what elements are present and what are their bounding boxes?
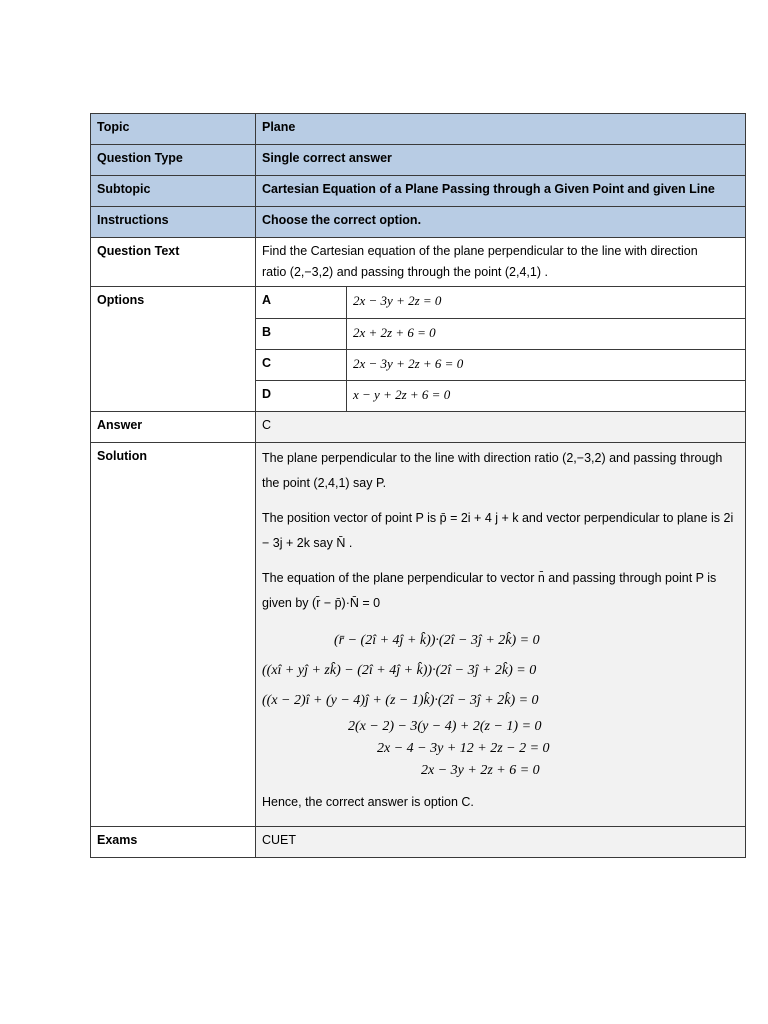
question-text-row [91,238,746,287]
option-d-letter: D [256,380,347,411]
solution-equation-2: ((xî + yĵ + zk̂) − (2î + 4ĵ + k̂))·(2î − 3ĵ + 2k̂) = 0 [262,663,537,678]
solution-equation-5: 2x − 4 − 3y + 12 + 2z − 2 = 0 [377,741,550,756]
option-row-b [256,318,745,349]
question-text-line1: Find the Cartesian equation of the plane perpendicular to the line with direction [262,244,698,258]
solution-paragraph-2: The position vector of point P is p̄ = 2i + 4 j + k and vector perpendicular to plane is 2i − 3j + 2k say N̄ . [262,511,734,550]
option-row-d [256,380,745,411]
options-label: Options [91,287,256,412]
answer-label: Answer [91,412,256,443]
option-d-value: x − y + 2z + 6 = 0 [347,380,746,411]
question-text-value [256,238,746,287]
option-c-letter: C [256,349,347,380]
subtopic-value: Cartesian Equation of a Plane Passing through a Given Point and given Line [256,176,746,207]
solution-body [256,443,746,827]
options-row [91,287,746,412]
solution-equation-4: 2(x − 2) − 3(y − 4) + 2(z − 1) = 0 [348,719,542,734]
topic-label: Topic [91,114,256,145]
option-a-letter: A [256,287,347,318]
question-text-label: Question Text [91,238,256,287]
instructions-label: Instructions [91,207,256,238]
instructions-value: Choose the correct option. [256,207,746,238]
solution-paragraph-3: The equation of the plane perpendicular to vector n̄ and passing through point P is given by (r̄ − p̄)·N̄ = 0 [262,571,717,610]
exams-value: CUET [256,827,746,858]
exams-row [91,827,746,858]
option-row-a [256,287,745,318]
question-table [90,113,746,858]
exams-label: Exams [91,827,256,858]
solution-equation-1: (r̄ − (2î + 4ĵ + k̂))·(2î − 3ĵ + 2k̂) = 0 [334,633,540,648]
question-text-line2: ratio (2,−3,2) and passing through the point (2,4,1) . [262,265,548,279]
subtopic-row [91,176,746,207]
options-cell [256,287,746,412]
options-table [256,287,745,411]
question-type-value: Single correct answer [256,145,746,176]
subtopic-label: Subtopic [91,176,256,207]
solution-label: Solution [91,443,256,827]
option-b-value: 2x + 2z + 6 = 0 [347,318,746,349]
option-a-value: 2x − 3y + 2z = 0 [347,287,746,318]
solution-row [91,443,746,827]
topic-row [91,114,746,145]
solution-paragraph-1: The plane perpendicular to the line with direction ratio (2,−3,2) and passing through the point (2,4,1) say P. [262,451,723,490]
instructions-row [91,207,746,238]
solution-conclusion: Hence, the correct answer is option C. [262,795,474,809]
topic-value: Plane [256,114,746,145]
option-c-value: 2x − 3y + 2z + 6 = 0 [347,349,746,380]
solution-equation-6: 2x − 3y + 2z + 6 = 0 [421,763,540,778]
question-type-label: Question Type [91,145,256,176]
solution-equation-3: ((x − 2)î + (y − 4)ĵ + (z − 1)k̂)·(2î − 3ĵ + 2k̂) = 0 [262,693,539,708]
answer-row [91,412,746,443]
answer-value: C [256,412,746,443]
option-row-c [256,349,745,380]
question-type-row [91,145,746,176]
option-b-letter: B [256,318,347,349]
